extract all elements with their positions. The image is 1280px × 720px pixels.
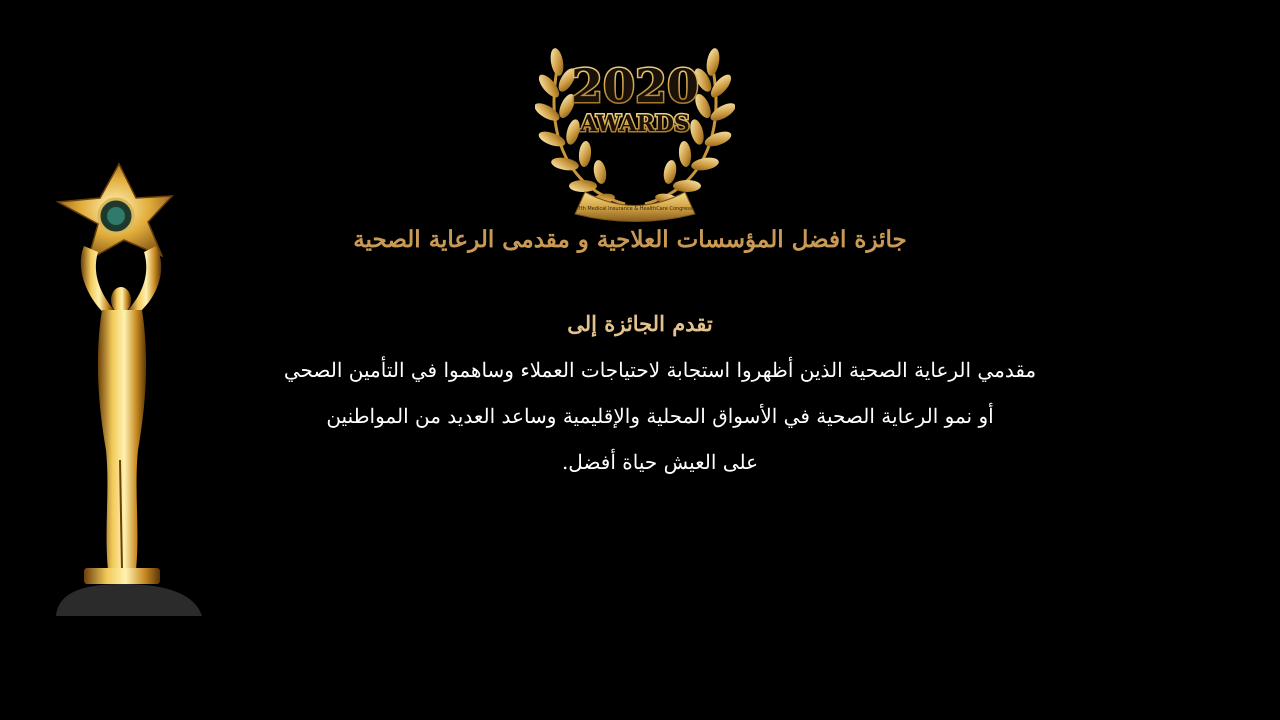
presented-to-heading: تقدم الجائزة إلى [567,311,713,336]
laurel-wreath-icon [535,14,735,224]
award-title: جائزة افضل المؤسسات العلاجية و مقدمى الرعاية الصحية [353,226,907,253]
logo-year: 2020 [570,59,700,113]
star-trophy-icon [44,160,214,616]
logo-word: AWARDS [580,111,690,137]
ribbon-text: 7th Medical Insurance & HealthCare Congress [577,206,693,212]
body-line: مقدمي الرعاية الصحية الذين أظهروا استجابة لاحتياجات العملاء وساهموا في التأمين الصحي [283,358,1037,382]
body-line: أو نمو الرعاية الصحية في الأسواق المحلية والإقليمية وساعد العديد من المواطنين [326,404,994,428]
body-line: على العيش حياة أفضل. [561,450,759,474]
